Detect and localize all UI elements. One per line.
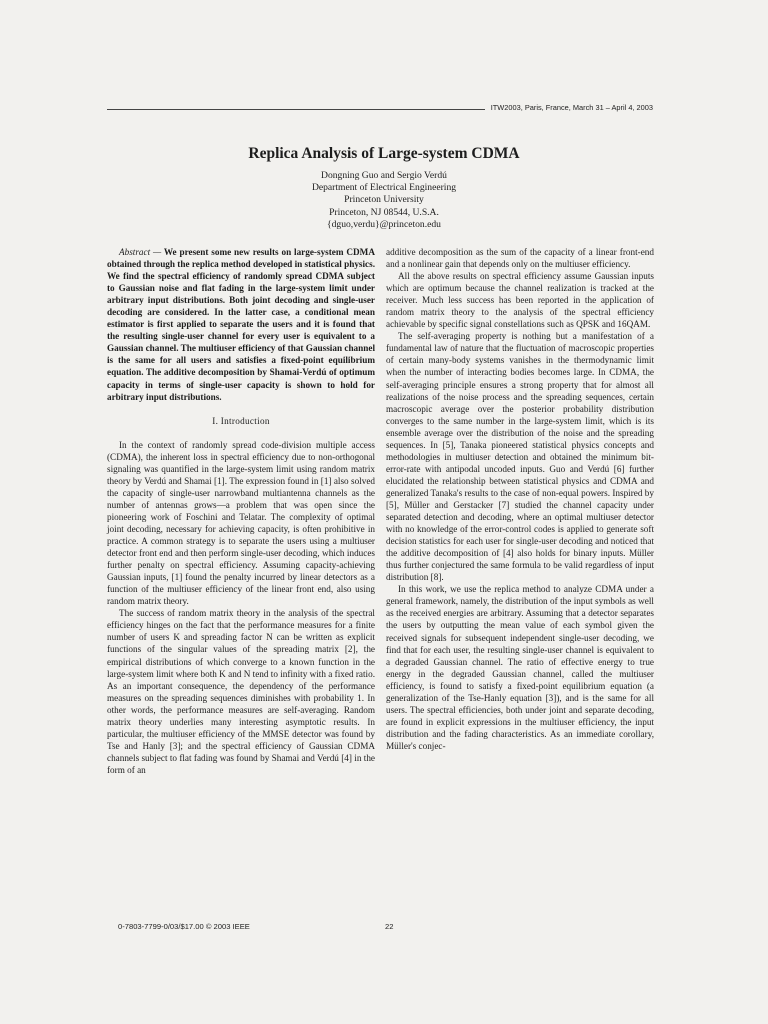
author-names: Dongning Guo and Sergio Verdú bbox=[321, 170, 447, 181]
author-email: {dguo,verdu}@princeton.edu bbox=[327, 218, 441, 230]
right-column bbox=[386, 246, 654, 752]
abstract-label: Abstract — bbox=[119, 247, 162, 257]
header-rule bbox=[107, 108, 485, 110]
body-paragraph: The success of random matrix theory in the analysis of the spectral efficiency hinges on the fact that the performance measures for a finite number of users K and spreading factor N can be written as explicit functions of the singular values of the spreading matrix [2], the empirical distributions of which converge to a known function in the large-system limit where both K and N tend to infinity with a fixed ratio. As an important consequence, the dependency of the performance measures on the spreading sequences diminishes with probability 1. In other words, the performance measures are self-averaging. Random matrix theory underlies many interesting asymptotic results. In particular, the multiuser efficiency of the MMSE detector was found by Tse and Hanly [3]; and the spectral efficiency of Gaussian CDMA channels subject to flat fading was found by Shamai and Verdú [4] in the form of an bbox=[107, 608, 375, 775]
conference-line: ITW2003, Paris, France, March 31 – April 4, 2003 bbox=[490, 103, 653, 112]
author-address: Princeton, NJ 08544, U.S.A. bbox=[329, 206, 439, 218]
body-paragraph: In this work, we use the replica method to analyze CDMA under a general framework, namely, the distribution of the input symbols as well as the received energies are arbitrary. Assuming that a detector separates the users by outputting the mean value of each symbol given the received signals for subsequent independent single-user decoding, we find that for each user, the resulting single-user channel is equivalent to a degraded Gaussian channel. The ratio of effective energy to true energy in the degraded Gaussian channel, called the multiuser efficiency, is found to satisfy a fixed-point equilibrium equation (a generalization of the Tse-Hanly equation [3]), and is the same for all users. The spectral efficiencies, both under joint and separate decoding, are found in explicit expressions in the multiuser efficiency, the input distribution and the fading characteristics. As an immediate corollary, Müller's conjec- bbox=[386, 584, 654, 751]
body-paragraph: additive decomposition as the sum of the capacity of a linear front-end and a nonlinear gain that depends only on the multiuser efficiency. bbox=[386, 247, 654, 270]
section-heading: I. Introduction bbox=[212, 415, 270, 426]
paper-title: Replica Analysis of Large-system CDMA bbox=[248, 145, 520, 162]
copyright-footer: 0-7803-7799-0/03/$17.00 © 2003 IEEE bbox=[118, 922, 250, 931]
author-university: Princeton University bbox=[344, 194, 424, 206]
body-paragraph: All the above results on spectral efficiency assume Gaussian inputs which are optimum because the channel realization is tracked at the receiver. Much less success has been reported in the application of random matrix theory to the analysis of the spectral efficiency achievable by specific signal constellations such as QPSK and 16QAM. bbox=[386, 271, 654, 330]
page-number: 22 bbox=[385, 922, 394, 931]
running-head bbox=[107, 103, 653, 112]
author-department: Department of Electrical Engineering bbox=[311, 182, 457, 194]
body-paragraph: The self-averaging property is nothing but a manifestation of a fundamental law of nature that the fluctuation of macroscopic properties of certain many-body systems vanishes in the thermodynamic limit when the number of interacting bodies becomes large. In CDMA, the self-averaging principle ensures a strong property that for almost all realizations of the noise process and the spreading sequences, certain macroscopic average over the posterior probability distribution converges to the same number in the large-system limit, which is its ensemble average over the distribution of the noise and the spreading sequences. In [5], Tanaka pioneered statistical physics concepts and methodologies in multiuser detection and obtained the minimum bit-error-rate with antipodal uncoded inputs. Guo and Verdú [6] further elucidated the relationship between statistical physics and CDMA and generalized Tanaka's results to the case of non-equal powers. Inspired by [5], Müller and Gerstacker [7] studied the channel capacity under separated detection and decoding, where an optimal multiuser detector with no knowledge of the error-control codes is applied to generate soft decision statistics for each user for single-user decoding and noticed that the additive decomposition of [4] also holds for binary inputs. Müller thus further conjectured the same formula to be valid regardless of input distribution [8]. bbox=[386, 331, 654, 583]
left-column bbox=[107, 246, 375, 776]
abstract bbox=[107, 246, 375, 403]
abstract-text: We present some new results on large-system CDMA obtained through the replica method developed in statistical physics. We find the spectral efficiency of randomly spread CDMA subject to Gaussian noise and flat fading in the large-system limit under arbitrary input distributions. Both joint decoding and single-user decoding are considered. In the latter case, a conditional mean estimator is first applied to separate the users and it is found that the resulting single-user channel for every user is equivalent to a Gaussian channel. The multiuser efficiency of that Gaussian channel is the same for all users and satisfies a fixed-point equilibrium equation. The additive decomposition by Shamai-Verdú of optimum capacity in terms of single-user capacity is shown to hold for arbitrary input distributions. bbox=[107, 247, 375, 402]
author-block bbox=[0, 170, 768, 231]
body-paragraph: In the context of randomly spread code-division multiple access (CDMA), the inherent loss in spectral efficiency due to non-orthogonal signaling was quantified in the large-system limit using random matrix theory by Verdú and Shamai [1]. The expression found in [1] also solved the capacity of single-user narrowband multiantenna channels as the number of antennas grows—a problem that was open since the pioneering work of Foschini and Telatar. The complexity of optimal joint decoding, necessary for achieving capacity, is often prohibitive in practice. A common strategy is to separate the users using a multiuser detector front end and then perform single-user decoding, which induces further penalty on spectral efficiency. Assuming capacity-achieving Gaussian inputs, [1] found the penalty incurred by linear detectors as a function of the multiuser efficiency of the linear front end, also using random matrix theory. bbox=[107, 439, 375, 607]
